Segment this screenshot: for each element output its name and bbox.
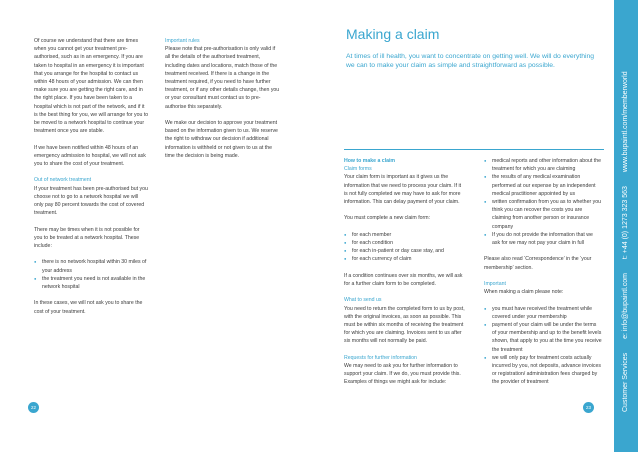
list-item: ● If you do not provide the information that we ask for we may not pay your claim in full (484, 231, 602, 247)
out-of-network-heading: Out of network treatment (34, 177, 92, 184)
right-column-1 (344, 157, 466, 395)
important-heading: Important (484, 281, 506, 288)
page-number-right: 23 (583, 402, 594, 413)
cost-share-paragraph: In these cases, we will not ask you to share the cost of your treatment. (34, 300, 143, 315)
what-to-send-heading: What to send us (344, 297, 382, 304)
how-to-claim-heading: How to make a claim (344, 158, 396, 164)
list-item: ● payment of your claim will be under the terms of your membership and up to the benefit levels shown, that apply to you at the time you receive the treatment (484, 321, 602, 354)
send-paragraph: You need to return the completed form to us by post, with the original invoices, as soon as possible. This must be within six months of receiving the treatment for which you are claiming. Invoices sent to us after six months will not normally be paid. (344, 305, 465, 345)
notification-paragraph: If we have been notified within 48 hours of an emergency admission to hospital, we will not ask you to share the cost of your treatment. (34, 144, 146, 168)
further-info-heading: Requests for further information (344, 354, 417, 361)
new-form-list (344, 231, 466, 264)
emergency-paragraph: Of course we understand that there are times when you cannot get your treatment pre-authorised, such as in an emergency. If you are taken to hospital in an emergency it is important that you arrange for the hospital to contact us within 48 hours of your admission. We can then make sure you are getting the right care, and in the right place. If you have been taken to a hospital which is not part of the network, and if it is the best thing for you, we will arrange for you to be moved to a network hospital to continue your treatment once you are stable. (34, 38, 149, 135)
list-item: ● for each member (344, 231, 466, 239)
phone-number: t: +44 (0) 1273 323 563 (622, 186, 629, 260)
email-link[interactable]: e: info@bupaintl.com (622, 273, 629, 339)
list-item: ● for each currency of claim (344, 255, 466, 263)
contact-text (619, 2, 633, 412)
website-link[interactable]: www.bupaintl.com/memberworld (622, 71, 629, 173)
contact-sidebar (614, 0, 638, 452)
info-examples-list (484, 157, 602, 247)
note-paragraph: When making a claim please note: (484, 289, 564, 296)
claim-forms-heading: Claim forms (344, 166, 372, 173)
left-column-2 (165, 37, 281, 168)
claim-notes-list (484, 305, 602, 387)
list-item: ● there is no network hospital within 30 miles of your address (34, 258, 149, 274)
right-column-2 (484, 157, 602, 395)
list-item: ● medical reports and other information about the treatment for which you are claiming (484, 157, 602, 173)
intro-text: At times of ill health, you want to concentrate on getting well. We will do everything we can to make your claim as simple and straightforward as possible. (346, 53, 595, 70)
list-item: ● for each condition (344, 239, 466, 247)
six-months-paragraph: If a condition continues over six months, we will ask for a further claim form to be completed. (344, 272, 463, 287)
new-form-paragraph: You must complete a new claim form: (344, 215, 431, 222)
network-exceptions-list (34, 258, 149, 291)
left-column-1 (34, 37, 149, 324)
list-item: ● the treatment you need is not available in the network hospital (34, 275, 149, 291)
claim-form-paragraph: Your claim form is important as it gives us the information that we need to process your claim. If it is not fully completed we may have to ask for more information. This can delay payment of your claim. (344, 174, 462, 206)
important-rules-heading: Important rules (165, 38, 200, 44)
further-info-paragraph: We may need to ask you for further information to support your claim. If we do, you must provide this. Examples of things we might ask for include: (344, 363, 461, 386)
divider (344, 149, 604, 150)
rules-paragraph: Please note that pre-authorisation is only valid if all the details of the authorised treatment, including dates and locations, match those of the treatment received. If there is a change in the treatment required, if you need to have further treatment, or if any other details change, then you or your consultant must contact us to pre-authorise this separately. (165, 46, 280, 110)
list-item: ● written confirmation from you as to whether you think you can recover the costs you are claiming from another person or insurance company (484, 198, 602, 231)
out-of-network-paragraph: If your treatment has been pre-authorised but you choose not to go to a network hospital we will only pay 80 percent towards the cost of covered treatment. (34, 185, 148, 217)
page-title: Making a claim (346, 26, 440, 42)
list-item: ● we will only pay for treatment costs actually incurred by you, not deposits, advance invoices or registration/ administration fees charged by the provider of treatment (484, 354, 602, 387)
customer-services-label: Customer Services (622, 352, 629, 412)
list-item: ● you must have received the treatment while covered under your membership (484, 305, 602, 321)
page-number-left: 22 (28, 402, 39, 413)
list-item: ● the results of any medical examination performed at our expense by an independent medical practitioner appointed by us (484, 173, 602, 198)
list-item: ● for each in-patient or day case stay, and (344, 247, 466, 255)
correspondence-paragraph: Please also read ‘Correspondence’ in the ‘your membership’ section. (484, 256, 592, 271)
network-exceptions-paragraph: There may be times when it is not possible for you to be treated at a network hospital. These include: (34, 226, 140, 250)
decision-paragraph: We make our decision to approve your treatment based on the information given to us. We reserve the right to withdraw our decision if additional information is withheld or not given to us at the time the decision is being made. (165, 120, 278, 159)
